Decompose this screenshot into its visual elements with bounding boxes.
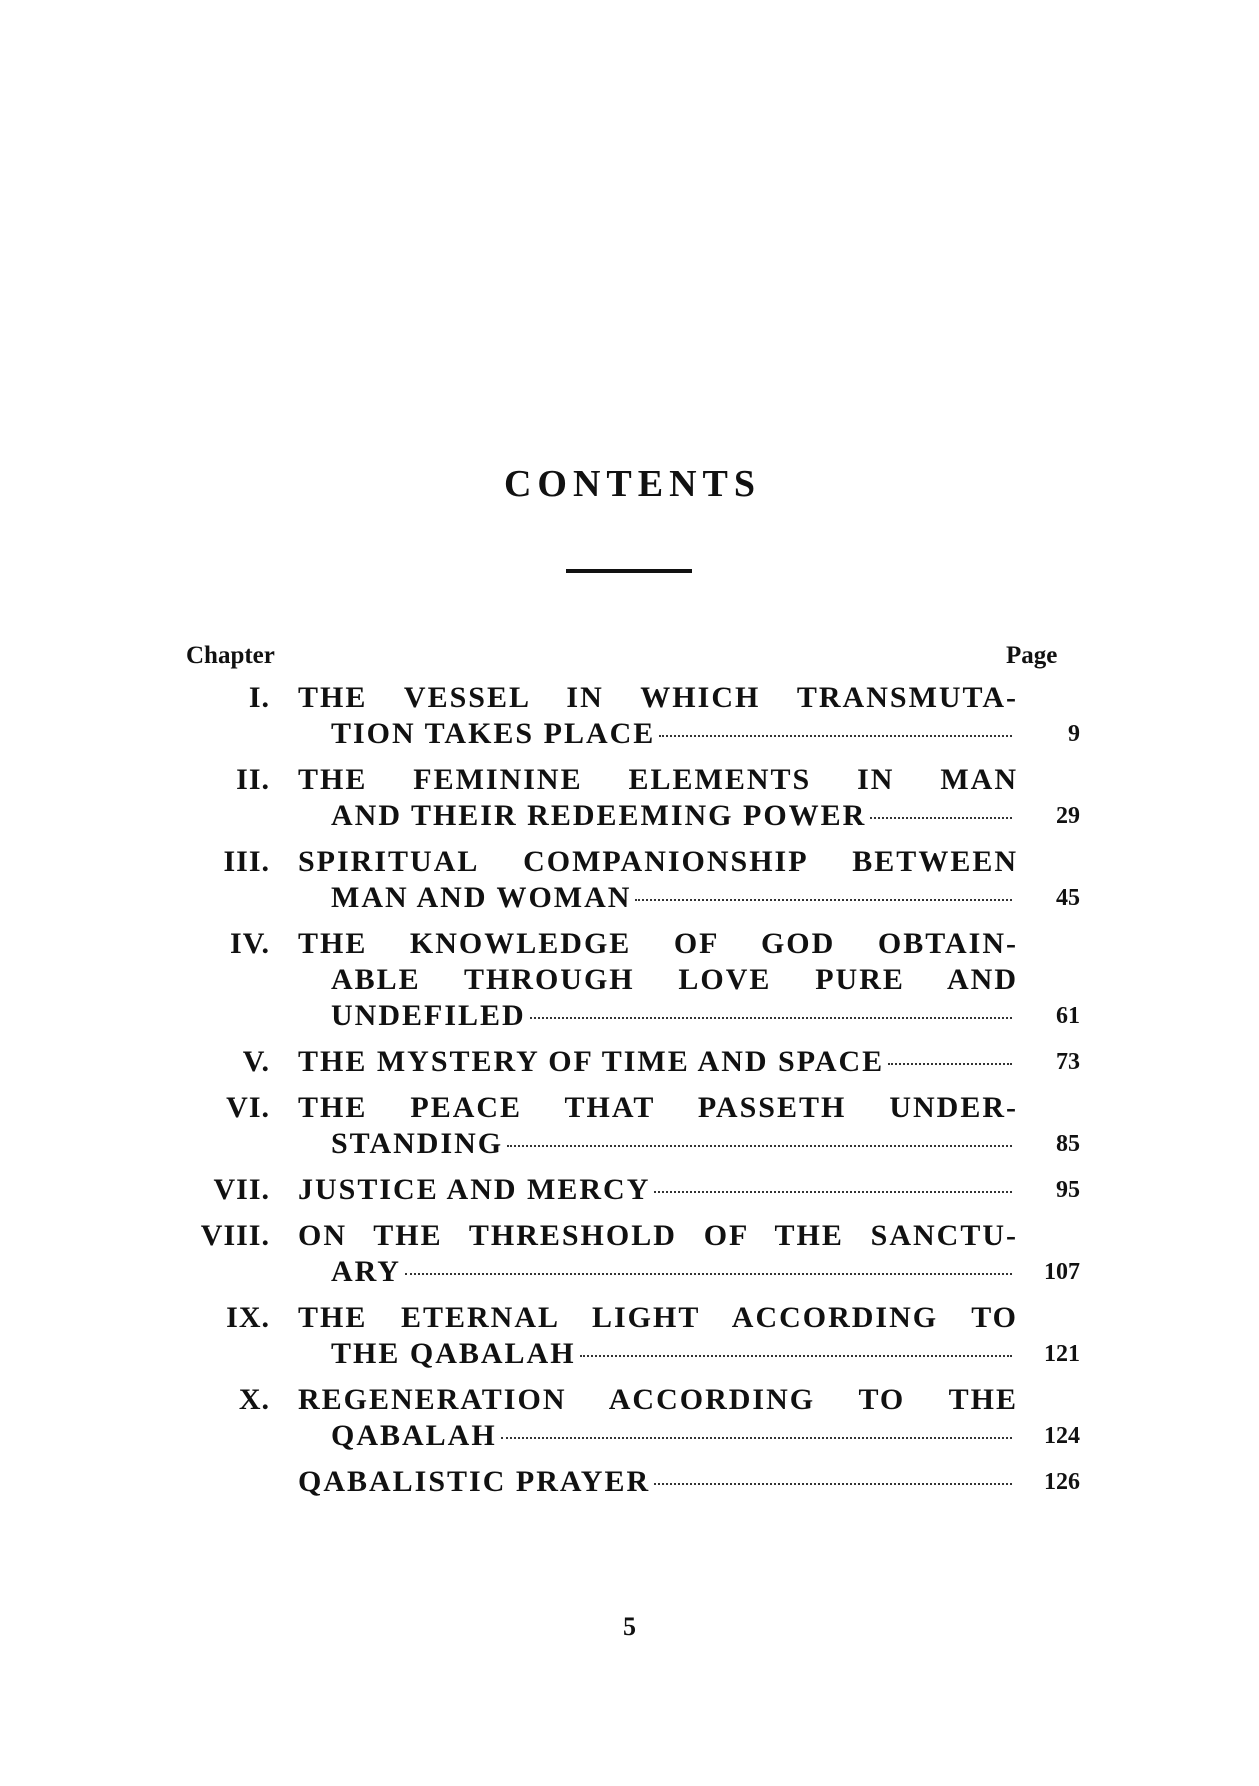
chapter-title — [298, 1382, 1018, 1454]
dot-leader — [870, 816, 1012, 819]
chapter-title — [298, 1090, 1018, 1162]
dot-leader — [580, 1354, 1012, 1357]
page-ref: 29 — [1056, 803, 1080, 829]
chapter-number: VII. — [213, 1173, 270, 1206]
chapter-title-line: ON THE THRESHOLD OF THE SANCTU- — [298, 1219, 1018, 1252]
page-ref: 107 — [1044, 1259, 1080, 1285]
toc-entry — [180, 1382, 1080, 1454]
chapter-title — [298, 844, 1018, 916]
chapter-title-line: QABALISTIC PRAYER — [298, 1465, 651, 1498]
table-of-contents — [180, 680, 1080, 1510]
chapter-title-line: AND THEIR REDEEMING POWER — [331, 799, 867, 832]
chapter-title-line: THE KNOWLEDGE OF GOD OBTAIN- — [298, 927, 1018, 960]
chapter-title-line: QABALAH — [331, 1419, 497, 1452]
dot-leader — [888, 1062, 1012, 1065]
toc-entry — [180, 844, 1080, 916]
dot-leader — [659, 734, 1012, 737]
chapter-number: IX. — [226, 1301, 270, 1334]
page-title: CONTENTS — [503, 463, 762, 505]
chapter-title-line: THE VESSEL IN WHICH TRANSMUTA- — [298, 681, 1018, 714]
chapter-title-line: ARY — [331, 1255, 401, 1288]
toc-entry — [180, 1172, 1080, 1208]
chapter-column-header: Chapter — [186, 642, 275, 669]
chapter-title-line: MAN AND WOMAN — [331, 881, 632, 914]
toc-entry — [180, 1464, 1080, 1500]
title-rule — [566, 569, 692, 573]
toc-entry — [180, 1090, 1080, 1162]
dot-leader — [654, 1482, 1012, 1485]
page-number: 5 — [623, 1612, 636, 1641]
chapter-number: II. — [236, 763, 270, 796]
page-ref: 9 — [1068, 721, 1080, 747]
chapter-number: X. — [238, 1383, 270, 1416]
toc-entry — [180, 680, 1080, 752]
dot-leader — [405, 1272, 1012, 1275]
page-ref: 85 — [1056, 1131, 1080, 1157]
chapter-title-line: THE ETERNAL LIGHT ACCORDING TO — [298, 1301, 1018, 1334]
chapter-title-line: JUSTICE AND MERCY — [298, 1173, 651, 1206]
chapter-title-line: UNDEFILED — [331, 999, 526, 1032]
chapter-title-line: ABLE THROUGH LOVE PURE AND — [331, 963, 1018, 996]
page-column-header: Page — [1006, 642, 1058, 669]
page-ref: 45 — [1056, 885, 1080, 911]
page-ref: 121 — [1044, 1341, 1080, 1367]
toc-entry — [180, 1044, 1080, 1080]
toc-entry — [180, 926, 1080, 1034]
chapter-number: VIII. — [200, 1219, 270, 1252]
toc-entry — [180, 762, 1080, 834]
chapter-title-line: THE PEACE THAT PASSETH UNDER- — [298, 1091, 1018, 1124]
chapter-title — [298, 762, 1018, 834]
chapter-title — [298, 1044, 1018, 1080]
page-ref: 61 — [1056, 1003, 1080, 1029]
chapter-title — [298, 1300, 1018, 1372]
dot-leader — [501, 1436, 1012, 1439]
page-ref: 73 — [1056, 1049, 1080, 1075]
dot-leader — [654, 1190, 1012, 1193]
chapter-title-line: THE FEMININE ELEMENTS IN MAN — [298, 763, 1018, 796]
dot-leader — [530, 1016, 1012, 1019]
chapter-title-line: THE MYSTERY OF TIME AND SPACE — [298, 1045, 885, 1078]
toc-entry — [180, 1300, 1080, 1372]
chapter-number: VI. — [226, 1091, 270, 1124]
chapter-title-line: TION TAKES PLACE — [331, 717, 656, 750]
chapter-title — [298, 1218, 1018, 1290]
chapter-title-line: REGENERATION ACCORDING TO THE — [298, 1383, 1018, 1416]
chapter-number: I. — [248, 681, 270, 714]
chapter-title — [298, 926, 1018, 1034]
page-ref: 95 — [1056, 1177, 1080, 1203]
toc-entry — [180, 1218, 1080, 1290]
chapter-title — [298, 680, 1018, 752]
chapter-number: V. — [242, 1045, 270, 1078]
dot-leader — [635, 898, 1012, 901]
chapter-number: IV. — [230, 927, 270, 960]
page-ref: 126 — [1044, 1469, 1080, 1495]
page-ref: 124 — [1044, 1423, 1080, 1449]
chapter-title — [298, 1172, 1018, 1208]
chapter-title — [298, 1464, 1018, 1500]
chapter-number: III. — [223, 845, 270, 878]
chapter-title-line: STANDING — [331, 1127, 504, 1160]
chapter-title-line: SPIRITUAL COMPANIONSHIP BETWEEN — [298, 845, 1018, 878]
dot-leader — [507, 1144, 1012, 1147]
chapter-title-line: THE QABALAH — [331, 1337, 576, 1370]
